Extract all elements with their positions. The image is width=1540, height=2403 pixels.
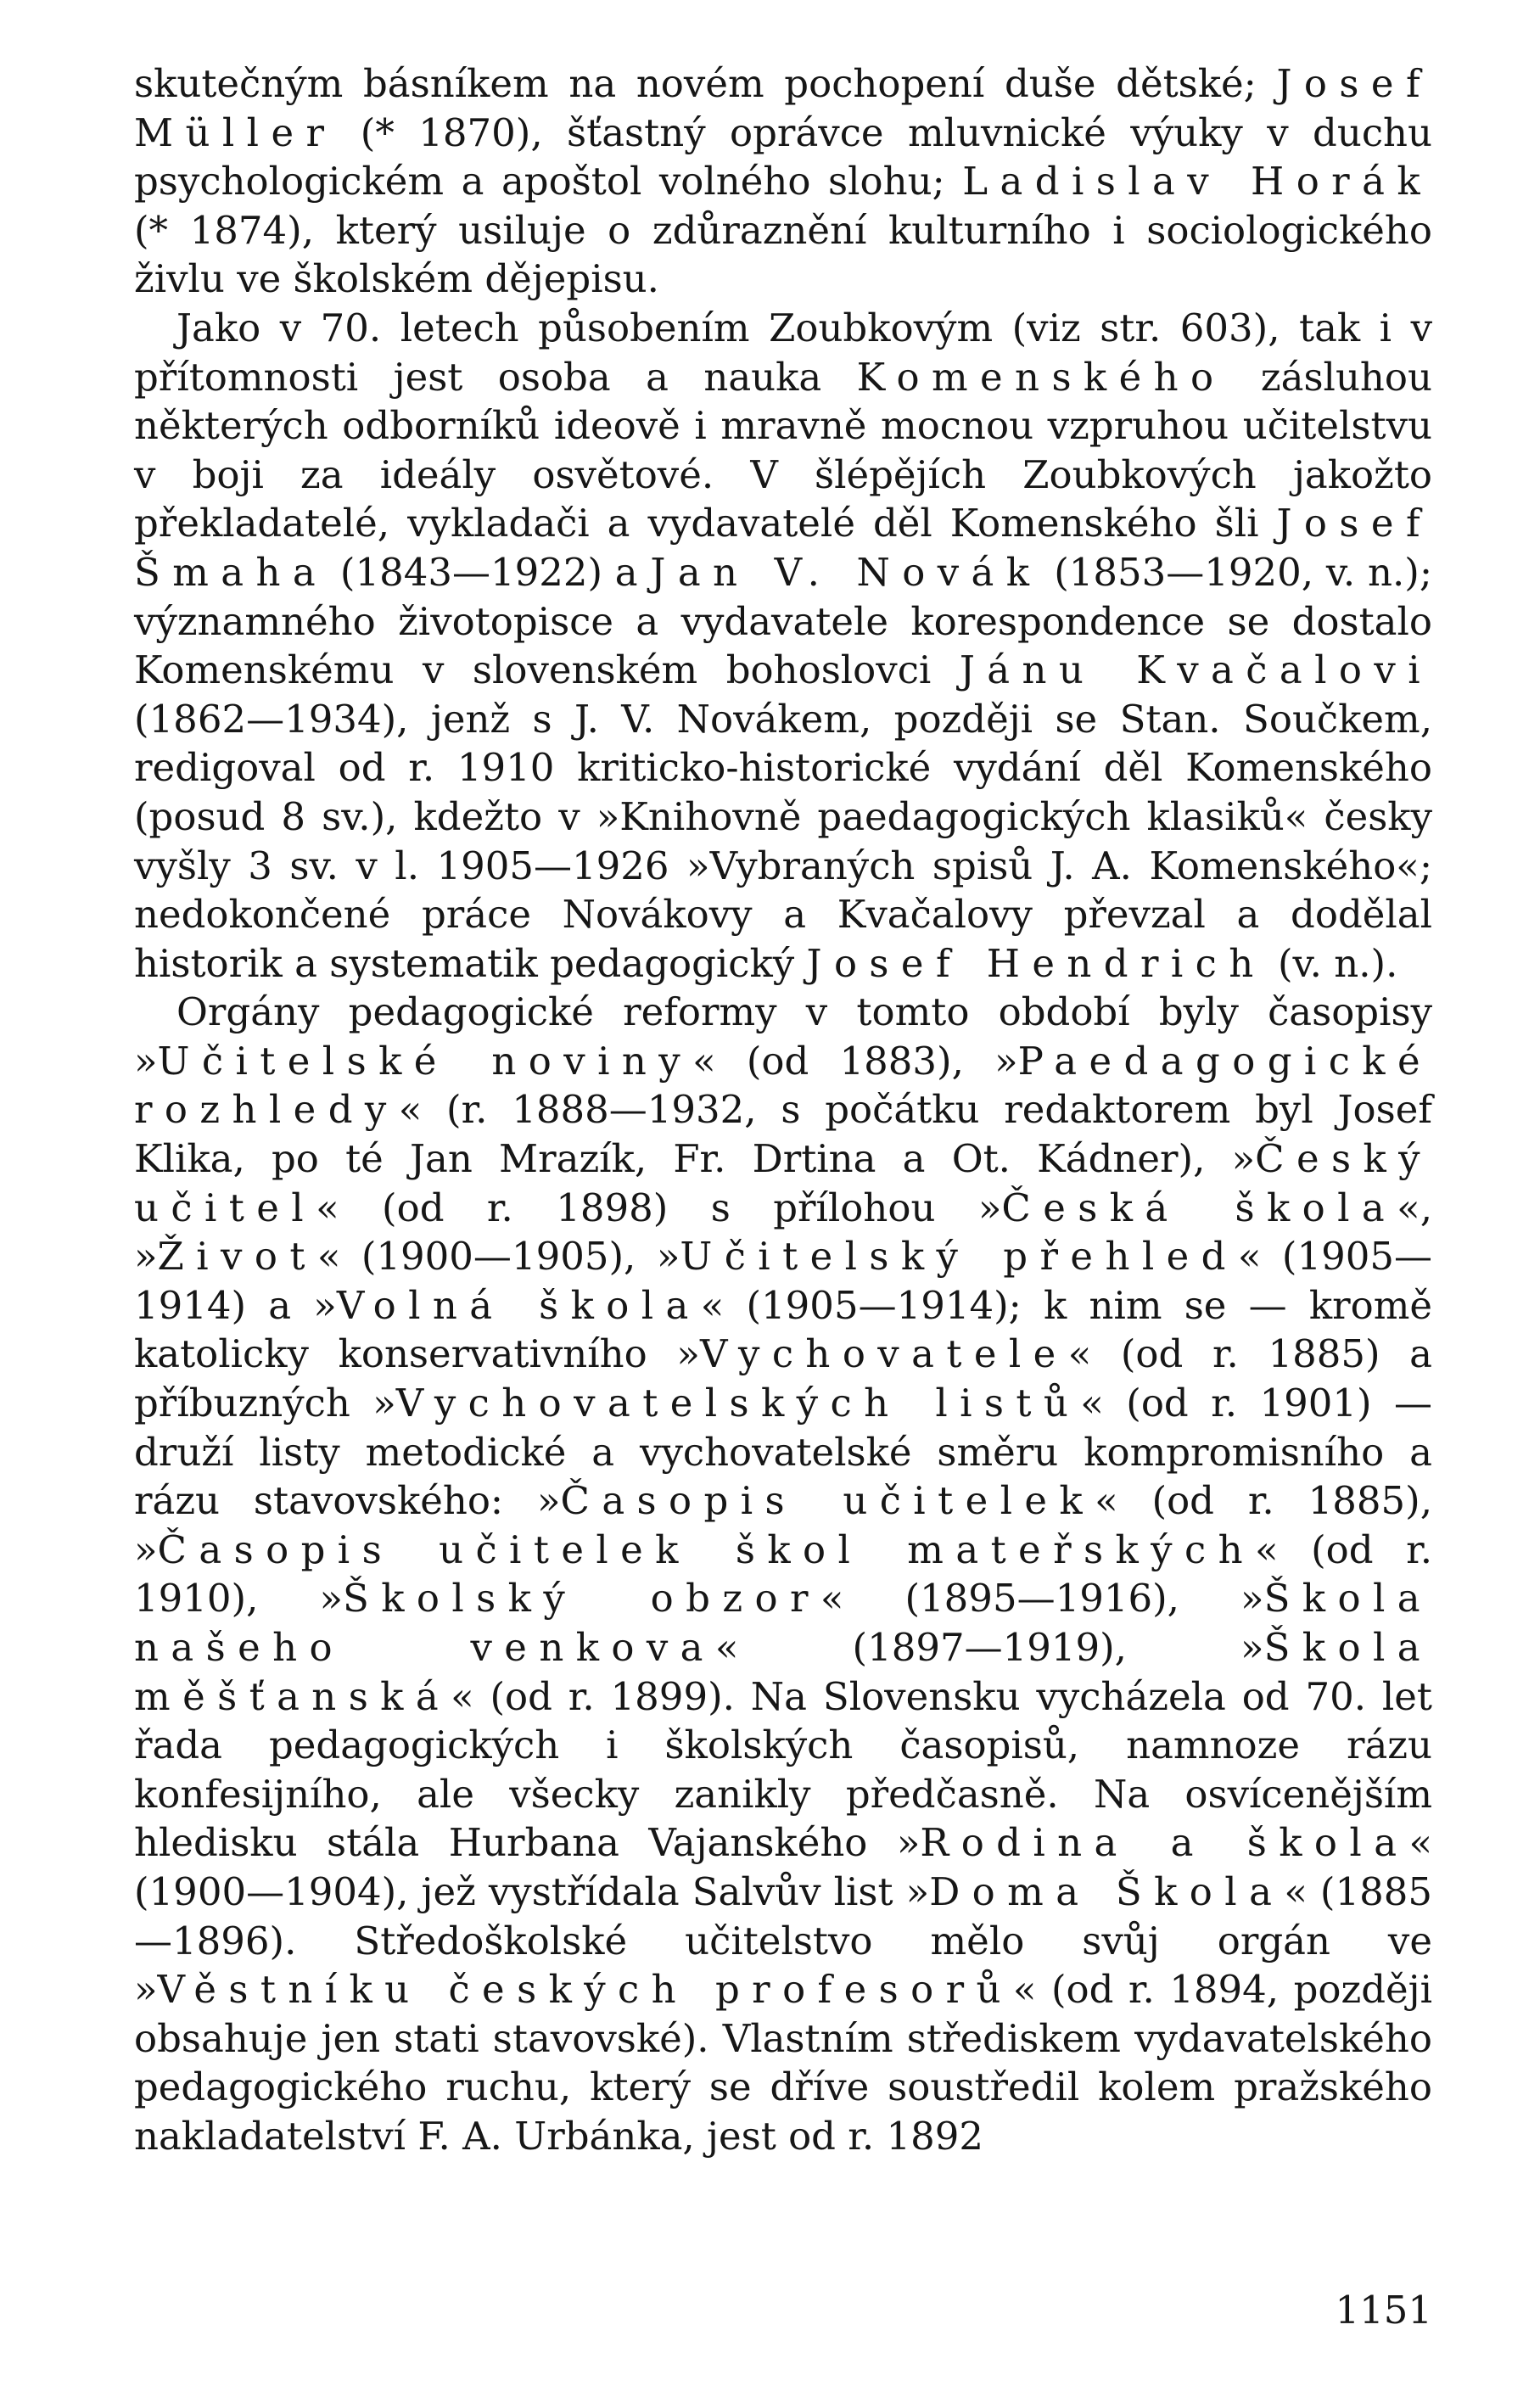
body-text: [134, 59, 1432, 2161]
spaced-emphasis-text: Rodina a škola: [920, 1820, 1409, 1866]
spaced-emphasis-text: Učitelské noviny: [157, 1038, 693, 1084]
text-run: « (od r. 1899). Na Slovensku vycházela od 70. let řada pedagogických i školských časopisů, namnoze rázu konfesijního, ale všecky zanikly předčasně. Na osvícenějším hledisku stála Hurbana Vajanského »: [134, 1673, 1432, 1866]
text-run: skutečným básníkem na novém pochopení duše dětské;: [134, 61, 1277, 106]
paragraph: [134, 988, 1432, 2160]
text-run: (1853—1920, v. n.); významného životopisce a vydavatele korespondence se dostalo Komenskému v slovenském bohoslovci: [134, 549, 1432, 693]
text-run: Jako v 70. letech působením Zoubkovým (viz str. 603), tak i v přítomnosti jest osoba a nauka: [134, 305, 1432, 400]
spaced-emphasis-text: Škola měšťanská: [134, 1625, 1432, 1719]
text-run: « (1897—1919), »: [714, 1625, 1264, 1670]
spaced-emphasis-text: Jánu Kvačalovi: [959, 647, 1432, 693]
text-run: (1862—1934), jenž s J. V. Novákem, později se Stan. Součkem, redigoval od r. 1910 kriticko-historické vydání děl Komenského (posud 8 sv.), kdežto v »Knihovně paedagogických klasiků« česky vyšly 3 sv. v l. 1905—1926 »Vybraných spisů J. A. Komenského«; nedokončené práce Novákovy a Kvačalovy převzal a dodělal historik a systematik pedagogický: [134, 696, 1432, 986]
text-run: « (od r. 1910), »: [134, 1526, 1432, 1622]
text-run: « (od r. 1901) — druží listy metodické a vychovatelské směru kompromisního a rázu stavovského: »: [134, 1381, 1432, 1524]
text-run: «, »: [134, 1185, 1432, 1280]
text-run: « (od r. 1894, později obsahuje jen stati stavovské). Vlastním střediskem vydavatelského pedagogického ruchu, který se dříve soustředil kolem pražského nakladatelství F. A. Urbánka, jest od r. 1892: [134, 1967, 1432, 2159]
spaced-emphasis-text: Komenského: [856, 354, 1226, 400]
text-run: « (1905—1914) a »: [134, 1234, 1432, 1328]
spaced-emphasis-text: Školský obzor: [343, 1576, 820, 1622]
text-run: (* 1870), šťastný oprávce mluvnické výuky v duchu psychologickém a apoštol volného slohu;: [134, 109, 1432, 204]
spaced-emphasis-text: Česká škola: [1001, 1185, 1397, 1230]
text-run: « (od r. 1885) a příbuzných »: [134, 1331, 1433, 1426]
paragraph: [134, 304, 1432, 988]
text-run: « (1885—1896). Středoškolské učitelstvo mělo svůj orgán ve »: [134, 1868, 1432, 2013]
spaced-emphasis-text: Josef Šmaha: [134, 501, 1432, 595]
text-run: « (od r. 1885), »: [134, 1478, 1432, 1572]
text-run: « (1900—1905), »: [316, 1234, 680, 1280]
spaced-emphasis-text: Škola našeho venkova: [134, 1576, 1432, 1670]
text-run: « (od 1883), »: [692, 1038, 1018, 1084]
text-run: « (1905—1914); k nim se — kromě katolicky konservativního »: [134, 1282, 1432, 1377]
text-run: « (r. 1888—1932, s počátku redaktorem byl Josef Klika, po té Jan Mrazík, Fr. Drtina a Ot. Kádner), »: [134, 1087, 1432, 1182]
spaced-emphasis-text: Život: [157, 1234, 317, 1280]
spaced-emphasis-text: Volná škola: [336, 1282, 701, 1328]
spaced-emphasis-text: Časopis učitelek škol mateřských: [157, 1526, 1255, 1572]
spaced-emphasis-text: Vychovatelských listů: [395, 1381, 1081, 1426]
text-run: « (1895—1916), »: [820, 1576, 1264, 1622]
document-page: [134, 59, 1432, 2384]
spaced-emphasis-text: Ladislav Horák: [962, 159, 1432, 204]
text-run: « (1900—1904), jež vystřídala Salvův list »: [134, 1820, 1432, 1914]
text-run: « (od r. 1898) s přílohou »: [316, 1185, 1002, 1230]
spaced-emphasis-text: Vychovatele: [699, 1331, 1068, 1377]
page-number: 1151: [1335, 2288, 1432, 2333]
spaced-emphasis-text: Jan V. Novák: [650, 549, 1042, 595]
text-run: Orgány pedagogické reformy v tomto období byly časopisy »: [134, 989, 1432, 1084]
spaced-emphasis-text: Doma Škola: [929, 1868, 1285, 1914]
spaced-emphasis-text: Věstníku českých profesorů: [157, 1967, 1013, 2013]
paragraph: [134, 59, 1432, 304]
spaced-emphasis-text: Josef Hendrich: [806, 940, 1266, 986]
text-run: (* 1874), který usiluje o zdůraznění kulturního i sociologického živlu ve školském dějepisu.: [134, 207, 1432, 302]
text-run: zásluhou některých odborníků ideově i mravně mocnou vzpruhou učitelstvu v boji za ideály osvětové. V šlépějích Zoubkových jakožto překladatelé, vykladači a vydavatelé děl Komenského šli: [134, 354, 1432, 546]
spaced-emphasis-text: Časopis učitelek: [560, 1478, 1095, 1524]
text-run: (v. n.).: [1265, 940, 1398, 986]
spaced-emphasis-text: Český učitel: [134, 1136, 1432, 1230]
spaced-emphasis-text: Paedagogické rozhledy: [134, 1038, 1432, 1133]
text-run: (1843—1922) a: [328, 549, 651, 595]
spaced-emphasis-text: Učitelský přehled: [680, 1234, 1238, 1280]
spaced-emphasis-text: Josef Müller: [134, 61, 1432, 155]
